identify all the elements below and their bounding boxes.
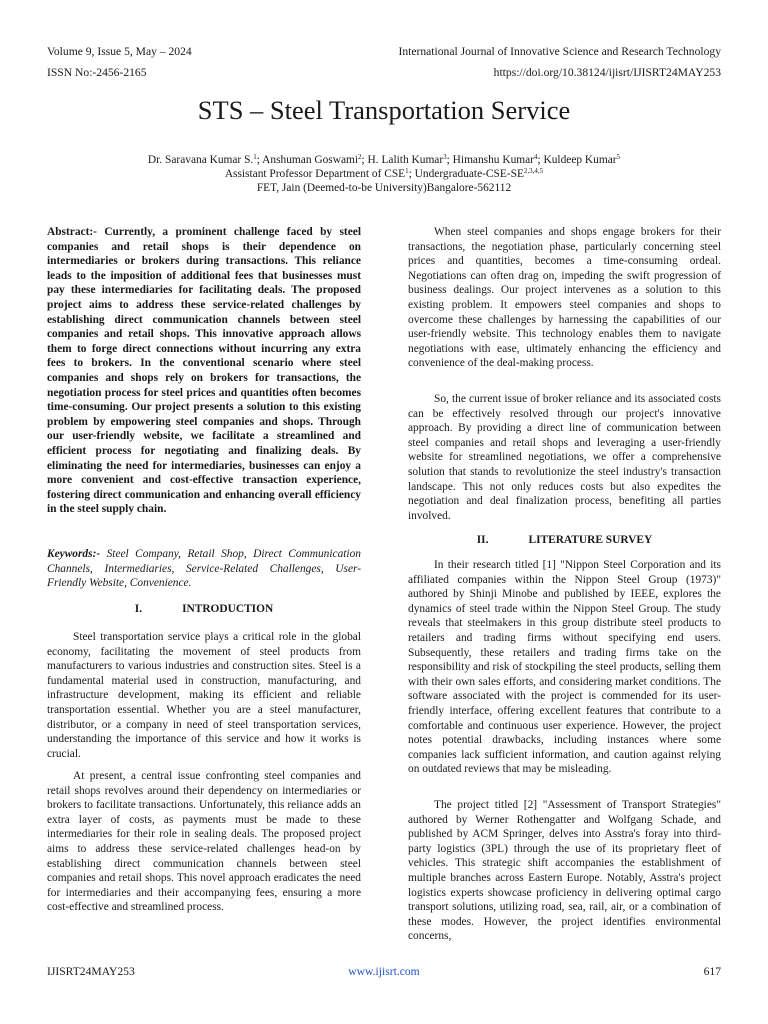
author-affiliation-sup: 1 <box>253 153 257 161</box>
affiliation-program: ; Undergraduate-CSE-SE <box>408 168 524 180</box>
intro-paragraph-1 <box>47 630 361 761</box>
right-paragraph-1 <box>408 225 721 371</box>
abstract-text: Abstract:- Currently, a prominent challenge faced by steel companies and retail shops is their dependence on intermediaries or brokers during transactions. This reliance leads to the imposition of additional fees that businesses must pay these intermediaries for facilitating deals. The proposed project aims to address these service-related challenges by establishing direct communication channels between steel companies and retail shops. This innovative approach allows them to forge direct connections without incurring any extra fees to brokers. In the conventional scenario where steel companies and shops rely on brokers for transactions, the negotiation process for steel prices and quantities often becomes time-consuming. Our project presents a solution to this existing problem by empowering steel companies and shops. Through our user-friendly website, we facilitate a streamlined and efficient process for negotiating and finalizing deals. By eliminating the need for intermediaries, businesses can enjoy a more convenient and cost-effective transaction experience, fostering direct communication and enhancing overall efficiency in the steel supply chain. <box>47 226 361 516</box>
author-separator: ; <box>361 154 368 166</box>
section-title: INTRODUCTION <box>182 603 274 615</box>
affiliation-sup: 2,3,4,5 <box>523 167 544 175</box>
abstract <box>47 225 361 517</box>
paragraph-text: In their research titled [1] "Nippon Steel Corporation and its affiliated companies within the Nippon Steel Group (1973)" authored by Shinji Minobe and published by IEEE, explores the dynamics of steel trade within the Nippon Steel Group. The study reveals that steelmakers in this group distribute steel products to retailers and trading firms without specifying end users. Subsequently, these retailers and trading firms take on the responsibility and risk of stockpiling the steel products, selling them with their own sales efforts, and considering market conditions. The software associated with the project is commended for its user-friendly interface, offering excellent features that contribute to a comfortable and continuous user experience. However, the project notes potential drawbacks, including instances where some companies lack sufficient information, and caution against relying on outdated reviews that may be misleading. <box>408 559 721 776</box>
paragraph-text: At present, a central issue confronting steel companies and retail shops revolves around their dependency on intermediaries or brokers to facilitate transactions. Unfortunately, this reliance adds an extra layer of costs, as payments must be made to these intermediaries for their role in sealing deals. The proposed project aims to address these service-related challenges head-on by establishing direct communication channels between steel companies and retail shops. This novel approach eradicates the need for intermediaries and their accompanying fees, ensuring a more cost-effective and streamlined process. <box>47 770 361 914</box>
keywords-label: Keywords:- <box>47 548 101 560</box>
author-name: Himanshu Kumar <box>452 154 534 166</box>
journal-volume: Volume 9, Issue 5, May – 2024 <box>47 45 192 58</box>
affiliation-line-1 <box>0 167 768 182</box>
right-paragraph-2 <box>408 392 721 523</box>
section-number: II. <box>476 534 489 546</box>
author-separator: ; <box>537 154 544 166</box>
author-affiliation-sup: 2 <box>358 153 362 161</box>
section-number: I. <box>134 603 143 615</box>
author-list <box>0 153 768 168</box>
paragraph-text: The project titled [2] "Assessment of Transport Strategies" authored by Werner Rothengatter and Wolfgang Schade, and published by ACM Springer, delves into Asstra's foray into third-party logistics (3PL) through the use of its proprietary fleet of vehicles. This strategic shift accompanies the establishment of multiple branches across Eastern Europe. Notably, Asstra's project logistics experts showcase proficiency in delivering optimal cargo transport solutions, utilizing road, sea, rail, air, or a combination of these modes. However, the project identifies environmental concerns, <box>408 799 721 943</box>
paragraph-text: So, the current issue of broker reliance and its associated costs can be effectively resolved through our project's innovative approach. By providing a direct line of communication between steel companies and retail shops and leveraging a user-friendly website for streamlined negotiations, we offer a comprehensive solution that stands to revolutionize the steel industry's transaction landscape. This not only reduces costs but also expedites the negotiation and deal finalization process, benefiting all parties involved. <box>408 393 721 522</box>
author-name: Kuldeep Kumar <box>543 154 617 166</box>
journal-name: International Journal of Innovative Science and Research Technology <box>398 45 721 58</box>
section-heading-introduction <box>47 602 361 616</box>
journal-issn: ISSN No:-2456-2165 <box>47 66 147 79</box>
literature-paragraph-2 <box>408 798 721 944</box>
author-separator: ; <box>256 154 263 166</box>
author-affiliation-sup: 4 <box>533 153 538 161</box>
footer-paper-id: IJISRT24MAY253 <box>47 965 135 978</box>
keywords-text: Steel Company, Retail Shop, Direct Communication Channels, Intermediaries, Service-Related Challenges, User-Friendly Website, Convenience. <box>47 548 361 590</box>
author-name: Anshuman Goswami <box>262 154 359 166</box>
author-name: H. Lalith Kumar <box>367 154 444 166</box>
affiliation-dept: Assistant Professor Department of CSE <box>224 168 406 180</box>
affiliation-line-2: FET, Jain (Deemed-to-be University)Bangalore-562112 <box>256 182 512 194</box>
paper-title: STS – Steel Transportation Service <box>197 95 571 125</box>
paragraph-text: When steel companies and shops engage brokers for their transactions, the negotiation phase, particularly concerning steel prices and quantities, becomes a time-consuming ordeal. Negotiations can often drag on, impeding the swift progression of business dealings. Our project intervenes as a solution to this existing problem. It empowers steel companies and shops to overcome these challenges by harnessing the capabilities of our user-friendly website. This technology enables them to navigate negotiations with ease, ultimately enhancing the efficiency and convenience of the deal-making process. <box>408 226 721 370</box>
footer-website-link[interactable]: www.ijisrt.com <box>348 965 420 978</box>
keywords <box>47 547 361 591</box>
literature-paragraph-1 <box>408 558 721 777</box>
affiliation-sup: 1 <box>405 167 409 175</box>
author-affiliation-sup: 5 <box>616 153 621 161</box>
author-affiliation-sup: 3 <box>443 153 447 161</box>
section-heading-literature-survey <box>408 533 721 547</box>
doi-link[interactable]: https://doi.org/10.38124/ijisrt/IJISRT24MAY253 <box>493 66 721 79</box>
author-name: Dr. Saravana Kumar S. <box>147 154 254 166</box>
section-title: LITERATURE SURVEY <box>528 534 653 546</box>
paragraph-text: Steel transportation service plays a critical role in the global economy, facilitating the movement of steel products from manufacturers to various industries and construction sites. Steel is a fundamental material used in construction, manufacturing, and infrastructure development, making its efficient and reliable transportation essential. Whether you are a steel manufacturer, distributor, or a company in need of steel transportation services, understanding the importance of this service and how it works is crucial. <box>47 631 361 760</box>
page-number: 617 <box>703 965 721 978</box>
intro-paragraph-2 <box>47 769 361 915</box>
author-separator: ; <box>446 154 453 166</box>
